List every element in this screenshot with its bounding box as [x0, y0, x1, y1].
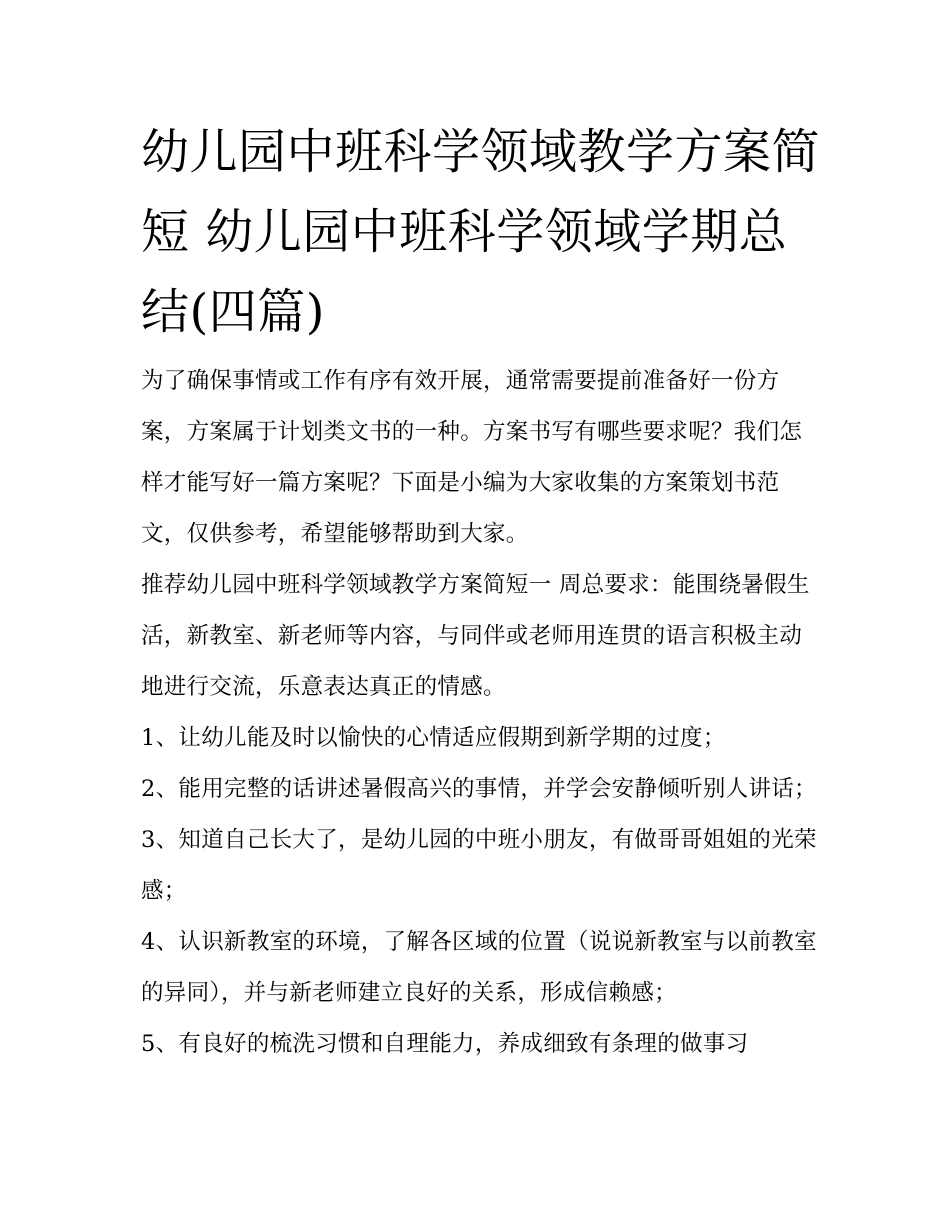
- document-title: 幼儿园中班科学领域教学方案简短 幼儿园中班科学领域学期总结(四篇): [141, 124, 821, 340]
- list-item-2: 2、能用完整的话讲述暑假高兴的事情，并学会安静倾听别人讲话；: [141, 776, 817, 802]
- list-item-1: 1、让幼儿能及时以愉快的心情适应假期到新学期的过度；: [141, 725, 726, 751]
- section-one-paragraph: 推荐幼儿园中班科学领域教学方案简短一 周总要求：能围绕暑假生活，新教室、新老师等内容，与同伴或老师用连贯的语言积极主动地进行交流，乐意表达真正的情感。: [141, 572, 810, 700]
- list-item-5: 5、有良好的梳洗习惯和自理能力，养成细致有条理的做事习: [141, 1031, 749, 1057]
- list-item-4: 4、认识新教室的环境，了解各区域的位置（说说新教室与以前教室的异同），并与新老师建立良好的关系，形成信赖感；: [141, 929, 817, 1006]
- intro-paragraph: 为了确保事情或工作有序有效开展，通常需要提前准备好一份方案，方案属于计划类文书的一种。方案书写有哪些要求呢？我们怎样才能写好一篇方案呢？下面是小编为大家收集的方案策划书范文，仅供参考，希望能够帮助到大家。: [141, 368, 803, 547]
- document-body: [141, 356, 821, 1070]
- list-item-3: 3、知道自己长大了，是幼儿园的中班小朋友，有做哥哥姐姐的光荣感；: [141, 827, 817, 904]
